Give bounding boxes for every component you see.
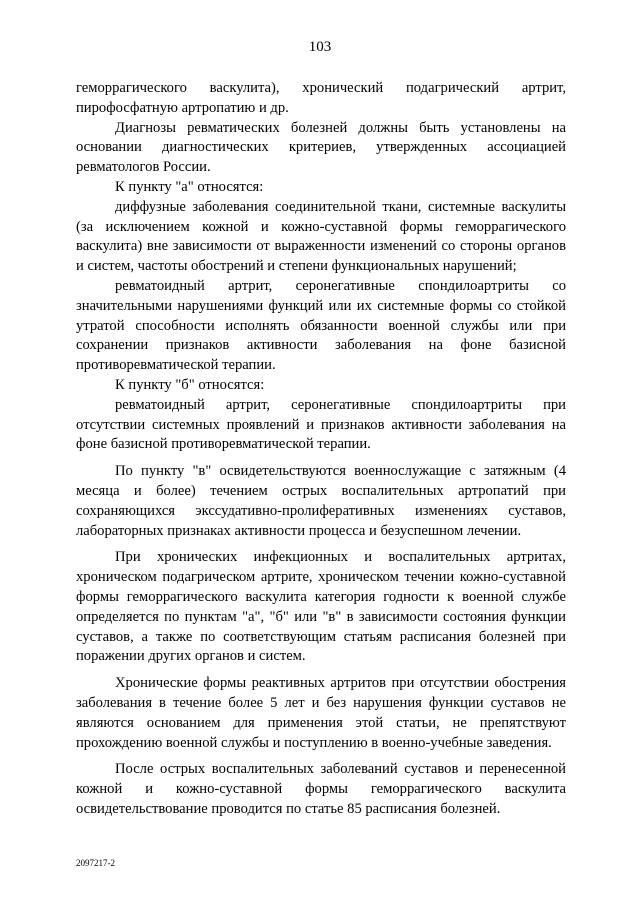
paragraph: ревматоидный артрит, серонегативные спондилоартриты со значительными нарушениями функций или их системные формы со стойкой утратой способности исполнять обязанности военной службы или при сохранении признаков активности заболевания на фоне базисной противоревматической терапии. bbox=[76, 277, 566, 374]
paragraph: При хронических инфекционных и воспалительных артритах, хроническом подагрическом артрите, хроническом течении кожно-суставной формы геморрагического васкулита категория годности к военной службе определяется по пунктам "а", "б" или "в" в зависимости состояния функции суставов, а также по соответствующим статьям расписания болезней при поражении других органов и систем. bbox=[76, 549, 566, 665]
paragraph: диффузные заболевания соединительной ткани, системные васкулиты (за исключением кожной и кожно-суставной формы геморрагического васкулита) вне зависимости от выраженности изменений со стороны органов и систем, частоты обострений и степени функциональных нарушений; bbox=[76, 198, 566, 275]
paragraph: Диагнозы ревматических болезней должны быть установлены на основании диагностических критериев, утвержденных ассоциацией ревматологов России. bbox=[76, 119, 566, 176]
footer-code: 2097217-2 bbox=[76, 858, 115, 868]
paragraph: К пункту "б" относятся: bbox=[115, 376, 265, 393]
paragraph: К пункту "а" относятся: bbox=[115, 178, 264, 195]
paragraph: геморрагического васкулита), хронический подагрический артрит, пирофосфатную артропатию и др. bbox=[76, 80, 566, 116]
paragraph: После острых воспалительных заболеваний суставов и перенесенной кожной и кожно-суставной формы геморрагического васкулита освидетельствование проводится по статье 85 расписания болезней. bbox=[76, 761, 566, 817]
document-body bbox=[76, 79, 566, 820]
page-number: 103 bbox=[308, 39, 332, 55]
paragraph: По пункту "в" освидетельствуются военнослужащие с затяжным (4 месяца и более) течением острых воспалительных артропатий при сохраняющихся экссудативно-пролиферативных изменениях суставов, лабораторных признаках активности процесса и безуспешном лечении. bbox=[76, 463, 566, 539]
paragraph: ревматоидный артрит, серонегативные спондилоартриты при отсутствии системных проявлений и признаков активности заболевания на фоне базисной противоревматической терапии. bbox=[76, 396, 566, 453]
paragraph: Хронические формы реактивных артритов при отсутствии обострения заболевания в течение более 5 лет и без нарушения функции суставов не являются основанием для применения этой статьи, не препятствуют прохождению военной службы и поступлению в военно-учебные заведения. bbox=[76, 675, 566, 751]
